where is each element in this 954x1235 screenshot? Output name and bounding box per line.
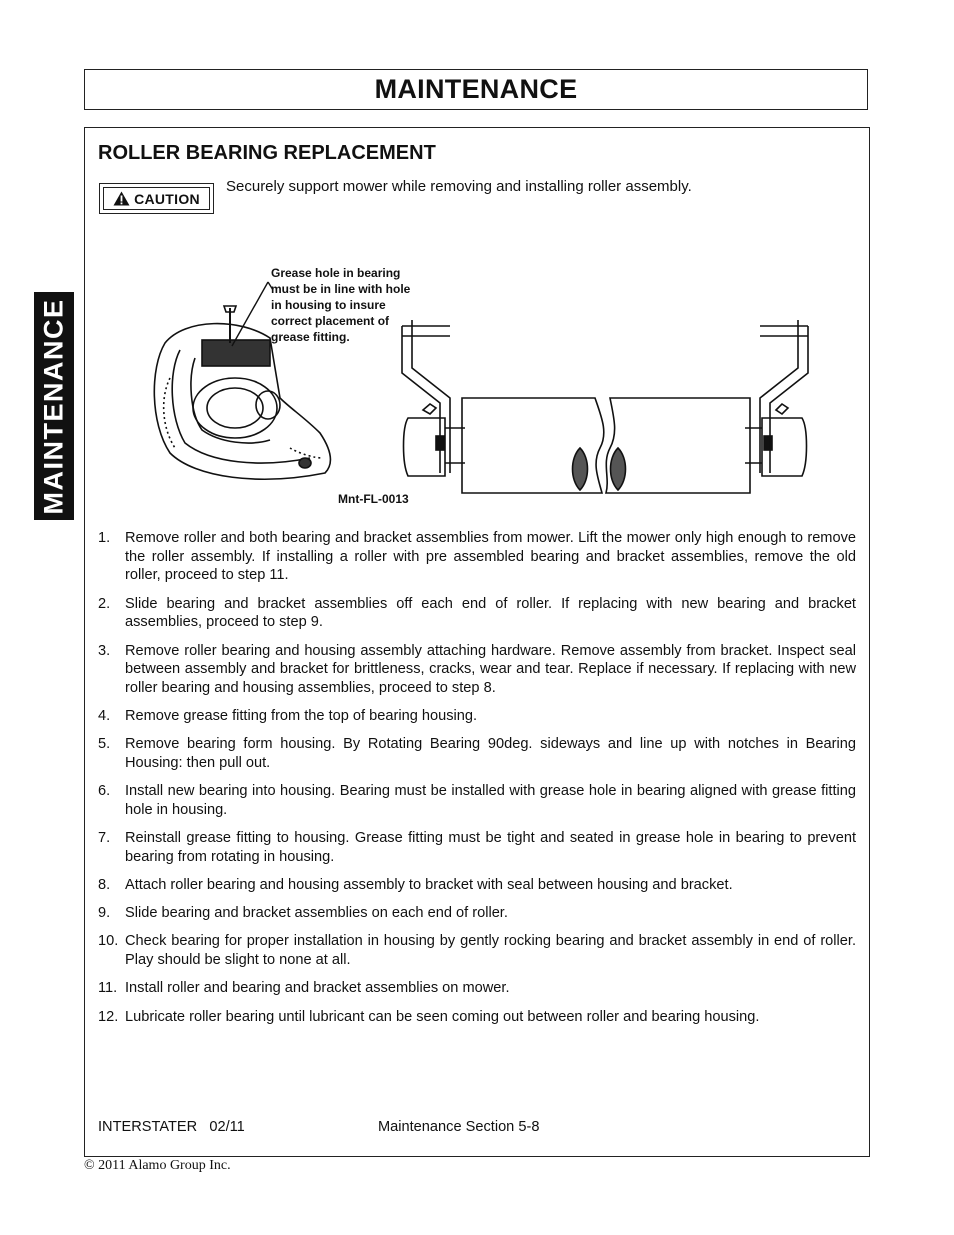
footer-section: Maintenance Section 5-8 xyxy=(378,1119,540,1135)
list-item: 7. Reinstall grease fitting to housing. Grease fitting must be tight and seated in grease hole in bearing to prevent bearing from rotating in housing. xyxy=(98,830,856,865)
caution-label: CAUTION xyxy=(134,190,200,207)
list-item: 1. Remove roller and both bearing and bracket assemblies from mower. Lift the mower only high enough to remove the roller assembly. If installing a roller with pre assembled bearing and bracket assemblies, remove the old roller, proceed to step 11. xyxy=(98,530,856,584)
list-item: 2. Slide bearing and bracket assemblies off each end of roller. If replacing with new bearing and bracket assemblies, proceed to step 9. xyxy=(98,595,856,631)
list-item: 3. Remove roller bearing and housing assembly attaching hardware. Remove assembly from bracket. Inspect seal between assembly and bracket for brittleness, cracks, wear and tear. Replace if necessary. If replacing with new roller bearing and housing assemblies, proceed to step 8. xyxy=(98,642,856,696)
list-item: 11. Install roller and bearing and bracket assemblies on mower. xyxy=(98,980,510,997)
callout-line: correct placement of xyxy=(271,314,390,328)
footer-model: INTERSTATER 02/11 xyxy=(98,1119,245,1135)
list-item: 9. Slide bearing and bracket assemblies on each end of roller. xyxy=(98,905,508,922)
list-item: 4. Remove grease fitting from the top of bearing housing. xyxy=(98,708,478,725)
warning-triangle-icon xyxy=(113,191,130,206)
callout-line: must be in line with hole xyxy=(271,282,411,296)
figure-id: Mnt-FL-0013 xyxy=(338,492,409,506)
roller-assembly-illustration xyxy=(402,320,808,493)
section-title: ROLLER BEARING REPLACEMENT xyxy=(98,142,436,164)
list-item: 5. Remove bearing form housing. By Rotating Bearing 90deg. sideways and line up with notches in Bearing Housing: then pull out. xyxy=(98,736,856,772)
instruction-steps xyxy=(98,529,856,1036)
caution-message: Securely support mower while removing and installing roller assembly. xyxy=(226,178,692,195)
list-item: 8. Attach roller bearing and housing assembly to bracket with seal between housing and bracket. xyxy=(98,877,733,894)
list-item: 6. Install new bearing into housing. Bearing must be installed with grease hole in bearing aligned with grease fitting hole in housing. xyxy=(98,783,856,818)
page-header xyxy=(84,69,868,110)
list-item: 12. Lubricate roller bearing until lubricant can be seen coming out between roller and bearing housing. xyxy=(98,1008,760,1025)
callout-line: Grease hole in bearing xyxy=(271,266,401,280)
roller-bearing-figure xyxy=(140,258,820,513)
caution-badge xyxy=(99,183,214,214)
copyright: © 2011 Alamo Group Inc. xyxy=(84,1158,231,1173)
callout-line: grease fitting. xyxy=(271,330,350,344)
side-tab-label: MAINTENANCE xyxy=(38,298,69,514)
side-section-tab xyxy=(34,292,74,520)
page-title: MAINTENANCE xyxy=(374,74,578,104)
list-item: 10. Check bearing for proper installation in housing by gently rocking bearing and bracket assembly in end of roller. Play should be slight to none at all. xyxy=(98,933,856,969)
callout-line: in housing to insure xyxy=(271,298,386,312)
